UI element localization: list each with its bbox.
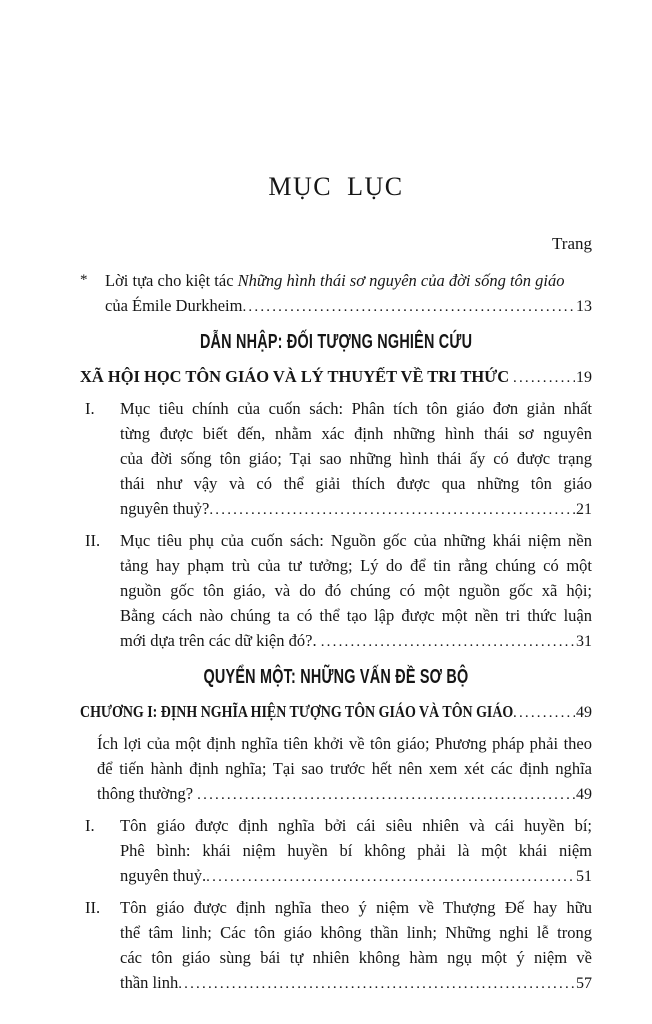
page-number: 49 [576,786,592,803]
entry-line-text [120,496,209,521]
entry-line [120,813,592,838]
entry-line [120,446,592,471]
entry-text-segment: XÃ HỘI HỌC TÔN GIÁO VÀ LÝ THUYẾT VỀ TRI THỨC [80,367,514,386]
entry-text-segment: nguồn gốc tôn giáo, và do đó chúng có một nguồn gốc xã hội; [120,581,592,600]
entry-line [97,731,592,756]
entry-line [120,471,592,496]
page-column-header: Trang [552,234,592,253]
entry-line-text [120,970,178,995]
entry-text-italic: Những hình thái sơ nguyên của đời sống tôn giáo [237,271,565,290]
section-heading-text: QUYỂN MỘT: NHỮNG VẤN ĐỀ SƠ BỘ [203,666,469,688]
entry-line-text [80,699,514,724]
toc-entry [80,364,592,391]
entry-line [120,895,592,920]
entry-text-segment: nguyên thuỷ? [120,499,210,518]
toc-entry [80,699,592,726]
entry-line-text [97,756,592,781]
entry-text-segment: từng được biết đến, nhằm xác định những hình thái sơ nguyên [120,424,592,443]
entry-line-text [105,293,242,318]
entry-line-text [120,838,592,863]
entry-text-segment: của Émile Durkheim [105,296,243,315]
page-number: 21 [576,501,592,518]
page-number: 19 [576,369,592,386]
entry-line [120,838,592,863]
page-number: 51 [576,868,592,885]
toc-list [80,268,592,997]
entry-line [97,756,592,781]
dot-leader [209,496,575,523]
section-heading [80,664,592,692]
entry-text-segment: CHƯƠNG I: ĐỊNH NGHĨA HIỆN TƯỢNG TÔN GIÁO VÀ TÔN GIÁO [80,702,514,721]
entry-last-line [120,496,592,523]
toc-entry [80,268,592,320]
entry-line-text [120,603,592,628]
entry-label: II. [85,898,101,917]
entry-line [120,920,592,945]
entry-line [120,528,592,553]
page-number: 13 [576,298,592,315]
entry-line-text [120,895,592,920]
entry-line [120,553,592,578]
entry-text-segment: các tôn giáo sùng bái tự nhiên không hàm ngụ một ý niệm về [120,948,592,967]
entry-line-text [105,268,592,293]
entry-line [105,268,592,293]
dot-leader [242,293,575,320]
dot-leader [178,970,575,997]
entry-text-segment: mới dựa trên các dữ kiện đó?. [120,631,321,650]
entry-text-segment: Tôn giáo được định nghĩa bởi cái siêu nhiên và cái huyền bí; [120,816,592,835]
toc-entry [80,731,592,808]
entry-last-line [120,628,592,655]
entry-last-line [80,699,592,726]
entry-text-segment: nguyên thuỷ. [120,866,207,885]
entry-line-text [120,528,592,553]
entry-line-text [120,813,592,838]
entry-last-line [97,781,592,808]
dot-leader [206,863,575,890]
entry-line [120,396,592,421]
dot-leader [197,781,575,808]
entry-line-text [120,396,592,421]
entry-text-segment: Tôn giáo được định nghĩa theo ý niệm về Thượng Đế hay hữu [120,898,592,917]
entry-line-text [120,920,592,945]
entry-label: I. [85,816,95,835]
dot-leader [321,628,575,655]
entry-line [120,603,592,628]
entry-line [120,945,592,970]
entry-line-text [120,863,206,888]
entry-text-segment: thần linh [120,973,179,992]
section-heading [80,329,592,357]
section-heading-text: DẪN NHẬP: ĐỐI TƯỢNG NGHIÊN CỨU [199,331,473,353]
toc-entry [80,895,592,997]
page-number: 57 [576,975,592,992]
entry-last-line [120,863,592,890]
entry-line-text [120,578,592,603]
entry-line-text [80,364,514,389]
entry-text-segment: Mục tiêu phụ của cuốn sách: Nguồn gốc của những khái niệm nền [120,531,592,550]
entry-text-segment: thái như vậy và có thể giải thích được qua những tôn giáo [120,474,592,493]
entry-label: I. [85,399,95,418]
entry-line [120,578,592,603]
entry-text-segment: Phê bình: khái niệm huyền bí không phải là một khái niệm [120,841,592,860]
toc-entry [80,528,592,655]
entry-line [120,421,592,446]
entry-line-text [120,945,592,970]
entry-line-text [120,628,321,653]
page-title: MỤC LỤC [268,172,404,201]
toc-entry [80,396,592,523]
page-number: 49 [576,704,592,721]
entry-last-line [80,364,592,391]
entry-line-text [97,781,197,806]
entry-text-segment: Bằng cách nào chúng ta có thể tạo lập được một nền tri thức luận [120,606,592,625]
entry-text-segment: Mục tiêu chính của cuốn sách: Phân tích tôn giáo đơn giản nhất [120,399,592,418]
dot-leader [513,364,575,391]
dot-leader [513,699,575,726]
entry-text-segment: tảng hay phạm trù của tư tưởng; Lý do để tin rằng chúng có một [120,556,592,575]
entry-text-segment: của đời sống tôn giáo; Tại sao những hình thái ấy có được trạng [120,449,592,468]
entry-text-segment: Ích lợi của một định nghĩa tiên khởi về tôn giáo; Phương pháp phải theo [97,734,592,753]
entry-last-line [120,970,592,997]
entry-line-text [120,421,592,446]
entry-line-text [120,553,592,578]
entry-text-segment: Lời tựa cho kiệt tác [105,271,238,290]
entry-label: * [80,272,88,288]
toc-entry [80,813,592,890]
entry-label: II. [85,531,101,550]
entry-line-text [120,471,592,496]
entry-text-segment: thông thường? [97,784,198,803]
entry-line-text [120,446,592,471]
entry-text-segment: thể tâm linh; Các tôn giáo không thần linh; Những nghi lễ trong [120,923,592,942]
entry-last-line [105,293,592,320]
entry-line-text [97,731,592,756]
page-number: 31 [576,633,592,650]
entry-text-segment: để tiến hành định nghĩa; Tại sao trước hết nên xem xét các định nghĩa [97,759,592,778]
